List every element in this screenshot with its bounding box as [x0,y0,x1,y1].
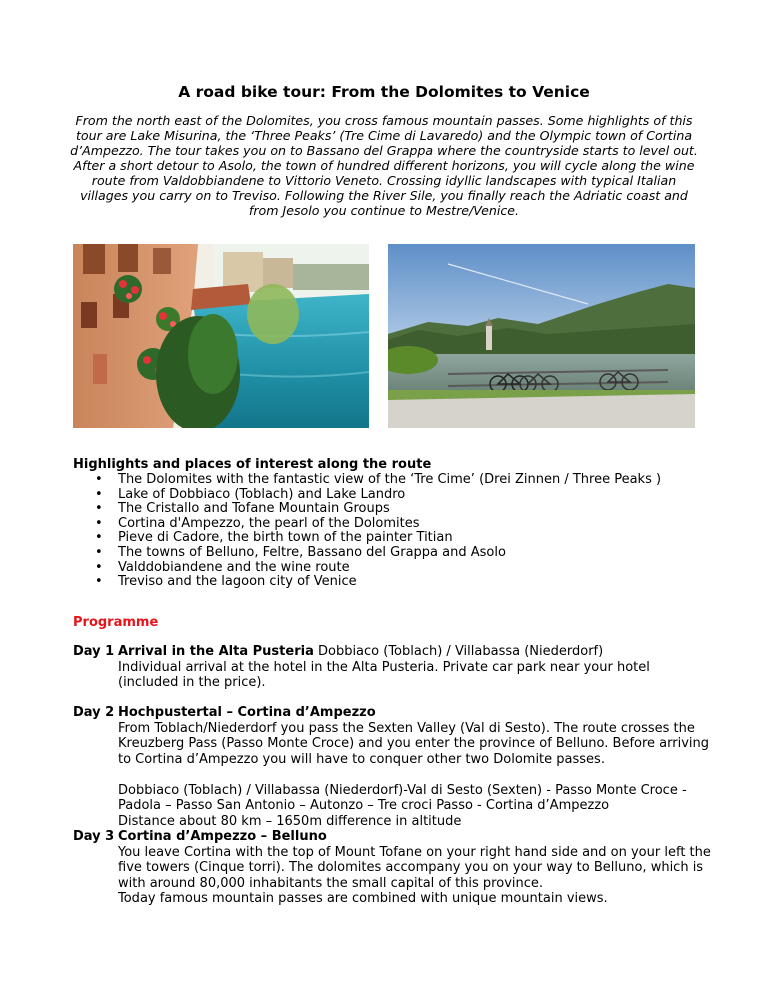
list-item: • Pieve di Cadore, the birth town of the painter Titian [95,530,453,546]
bullet: • [95,472,103,487]
day-title: Hochpustertal – Cortina d’Ampezzo [118,705,376,720]
list-item: • Cortina d'Ampezzo, the pearl of the Dolomites [95,515,420,531]
day-label: Day 3 [73,829,115,844]
bullet: • [95,559,103,575]
highlights-list [95,472,662,590]
intro-paragraph: From the north east of the Dolomites, you cross famous mountain passes. Some highlights of this tour are Lake Misurina, the ‘Three Peaks’ (Tre Cime di Lavaredo) and the Olympic town of Cortina d’Ampezzo. The tour takes you on to Bassano del Grappa where the countryside starts to level out. After a short detour to Asolo, the town of hundred different horizons, you will cycle along the wine route from Valdobbiandene to Vittorio Veneto. Crossing idyllic landscapes with typical Italian villages you carry on to Treviso. Following the River Sile, you finally reach the Adriatic coast and from Jesolo you continue to Mestre/Venice. [70,113,698,218]
programme-heading: Programme [73,615,159,630]
day-title: Cortina d’Ampezzo – Belluno [118,829,327,844]
list-item: • Treviso and the lagoon city of Venice [95,574,357,590]
day-3-entry [73,829,713,907]
document-title: A road bike tour: From the Dolomites to Venice [178,83,590,101]
list-item: • The Cristallo and Tofane Mountain Groups [95,501,390,517]
day-1-entry [73,644,713,691]
list-item: • Valddobiandene and the wine route [95,559,350,575]
day-2-entry [73,705,713,829]
day-description: You leave Cortina with the top of Mount Tofane on your right hand side and on your left the five towers (Cinque torri). The dolomites accompany you on your way to Belluno, which is with around 80,000 inhabitants the small capital of this province. [118,844,711,891]
day-distance: Distance about 80 km – 1650m difference in altitude [118,813,462,829]
bullet: • [95,501,103,517]
list-item: • The towns of Belluno, Feltre, Bassano del Grappa and Asolo [95,544,506,560]
lake-bicycles-photo [388,244,695,428]
day-title: Arrival in the Alta Pusteria [118,644,314,659]
bullet: • [95,486,103,502]
day-label: Day 1 [73,644,115,659]
list-item: • The Dolomites with the fantastic view of the ‘Tre Cime’ (Drei Zinnen / Three Peaks ) [95,472,662,487]
bullet: • [95,574,103,590]
bullet: • [95,515,103,531]
day-description: From Toblach/Niederdorf you pass the Sexten Valley (Val di Sesto). The route crosses the Kreuzberg Pass (Passo Monte Croce) and you enter the province of Belluno. Before arriving to Cortina d’Ampezzo you will have to conquer other two Dolomite passes. [118,720,710,767]
canal-village-photo [73,244,369,428]
bullet: • [95,544,103,560]
day-description: Individual arrival at the hotel in the Alta Pusteria. Private car park near your hotel (included in the price). [118,659,650,690]
bullet: • [95,530,103,546]
day-title-rest: Dobbiaco (Toblach) / Villabassa (Niederdorf) [313,644,604,659]
day-route: Dobbiaco (Toblach) / Villabassa (Niederdorf)-Val di Sesto (Sexten) - Passo Monte Croce - Padola – Passo San Antonio – Autonzo – Tre croci Passo - Cortina d’Ampezzo [118,782,687,813]
day-label: Day 2 [73,705,115,720]
day-extra: Today famous mountain passes are combined with unique mountain views. [118,891,608,906]
highlights-heading: Highlights and places of interest along the route [73,457,432,472]
list-item: • Lake of Dobbiaco (Toblach) and Lake Landro [95,486,406,502]
